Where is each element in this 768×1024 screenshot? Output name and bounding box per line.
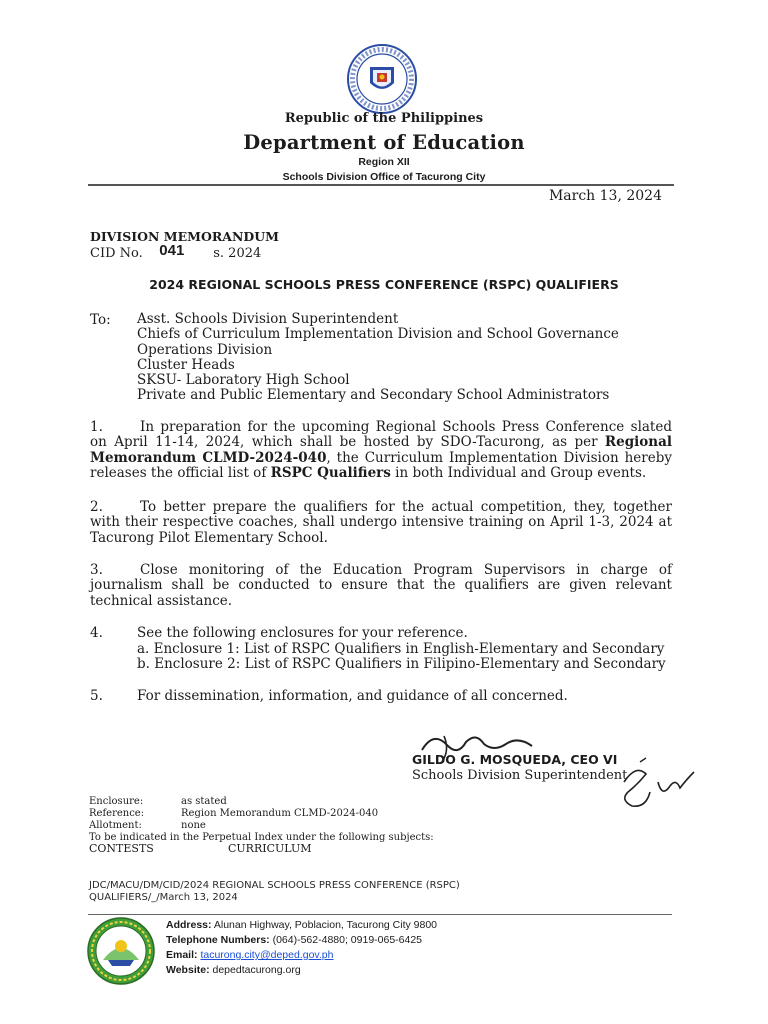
enclosure-item: b. Enclosure 2: List of RSPC Qualifiers in Filipino-Elementary and Secondary [137, 656, 666, 673]
department-heading: Department of Education [243, 131, 525, 154]
paragraph-number: 4. [90, 625, 103, 641]
paragraph-number: 3. [90, 562, 103, 578]
enclosure-item: a. Enclosure 1: List of RSPC Qualifiers in English-Elementary and Secondary [137, 641, 665, 657]
email-link[interactable]: tacurong.city@deped.gov.ph [200, 949, 334, 961]
series: s. 2024 [213, 246, 262, 261]
region-heading: Region XII [358, 156, 410, 168]
signatory-title: Schools Division Superintendent [412, 768, 628, 783]
recipient: SKSU- Laboratory High School [137, 372, 350, 389]
paragraph-3: 3. Close monitoring of the Education Program Supervisors in charge of journalism shall be conducted to ensure that the qualifiers are given relevant technical assistance. [90, 562, 672, 609]
header-divider [88, 184, 674, 186]
website-link[interactable]: depedtacurong.org [212, 964, 301, 976]
recipient-list [137, 312, 619, 404]
memo-type: DIVISION MEMORANDUM [90, 229, 279, 244]
paragraph-1: 1. In preparation for the upcoming Regional Schools Press Conference slated on April 11-14, 2024, which shall be hosted by SDO-Tacurong, as per Regional Memorandum CLMD-2024-040, the Curriculum Implementation Division hereby releases the official list of RSPC Qualifiers in both Individual and Group events. [90, 419, 672, 481]
memo-date: March 13, 2024 [548, 188, 662, 204]
recipient: Operations Division [137, 341, 273, 358]
website-line: Website: depedtacurong.org [166, 964, 301, 976]
memo-subject: 2024 REGIONAL SCHOOLS PRESS CONFERENCE (RSPC) QUALIFIERS [149, 277, 619, 292]
email-line: Email: tacurong.city@deped.gov.ph [166, 949, 334, 961]
cid-line [90, 244, 261, 261]
cid-label: CID No. [90, 246, 143, 261]
contact-block [166, 918, 437, 978]
reference-note: Reference: Region Memorandum CLMD-2024-040 [89, 808, 379, 819]
recipient: Cluster Heads [137, 356, 235, 373]
deped-seal-icon [346, 43, 418, 115]
rspc-qualifiers-bold: RSPC Qualifiers [270, 464, 391, 481]
signatory-name: GILDO G. MOSQUEDA, CEO VI [412, 752, 618, 767]
division-seal-icon [86, 916, 156, 986]
index-note: To be indicated in the Perpetual Index under the following subjects: [89, 832, 434, 843]
paragraph-number: 2. [90, 499, 103, 515]
recipient: Chiefs of Curriculum Implementation Division and School Governance [137, 326, 619, 343]
file-reference: JDC/MACU/DM/CID/2024 REGIONAL SCHOOLS PRESS CONFERENCE (RSPC) QUALIFIERS/_/March 13, 2024 [89, 880, 460, 903]
cid-number: 041 [159, 242, 185, 259]
office-heading: Schools Division Office of Tacurong City [282, 171, 486, 183]
allotment-note: Allotment: none [89, 820, 206, 831]
regional-memo-ref: Regional Memorandum CLMD-2024-040 [90, 434, 672, 466]
to-label: To: [90, 312, 111, 328]
republic-heading: Republic of the Philippines [284, 111, 484, 126]
paragraph-4: 4. See the following enclosures for your reference. [90, 625, 468, 641]
index-subjects: CONTESTS CURRICULUM [89, 842, 312, 855]
paragraph-2: 2. To better prepare the qualifiers for the actual competition, they, together with their respective coaches, shall undergo intensive training on April 1-3, 2024 at Tacurong Pilot Elementary School. [90, 499, 672, 546]
recipient: Private and Public Elementary and Secondary School Administrators [137, 387, 610, 404]
paragraph-number: 5. [90, 688, 103, 704]
enclosure-note: Enclosure: as stated [89, 796, 227, 807]
address-line: Address: Alunan Highway, Poblacion, Tacurong City 9800 [166, 919, 438, 931]
paragraph-5: 5. For dissemination, information, and guidance of all concerned. [90, 688, 568, 704]
phone-line: Telephone Numbers: (064)-562-4880; 0919-065-6425 [166, 934, 423, 946]
footer-divider [88, 914, 672, 915]
recipient: Asst. Schools Division Superintendent [137, 311, 399, 327]
signature-mark [414, 722, 714, 812]
enclosure-list [137, 642, 666, 673]
paragraph-number: 1. [90, 419, 103, 435]
